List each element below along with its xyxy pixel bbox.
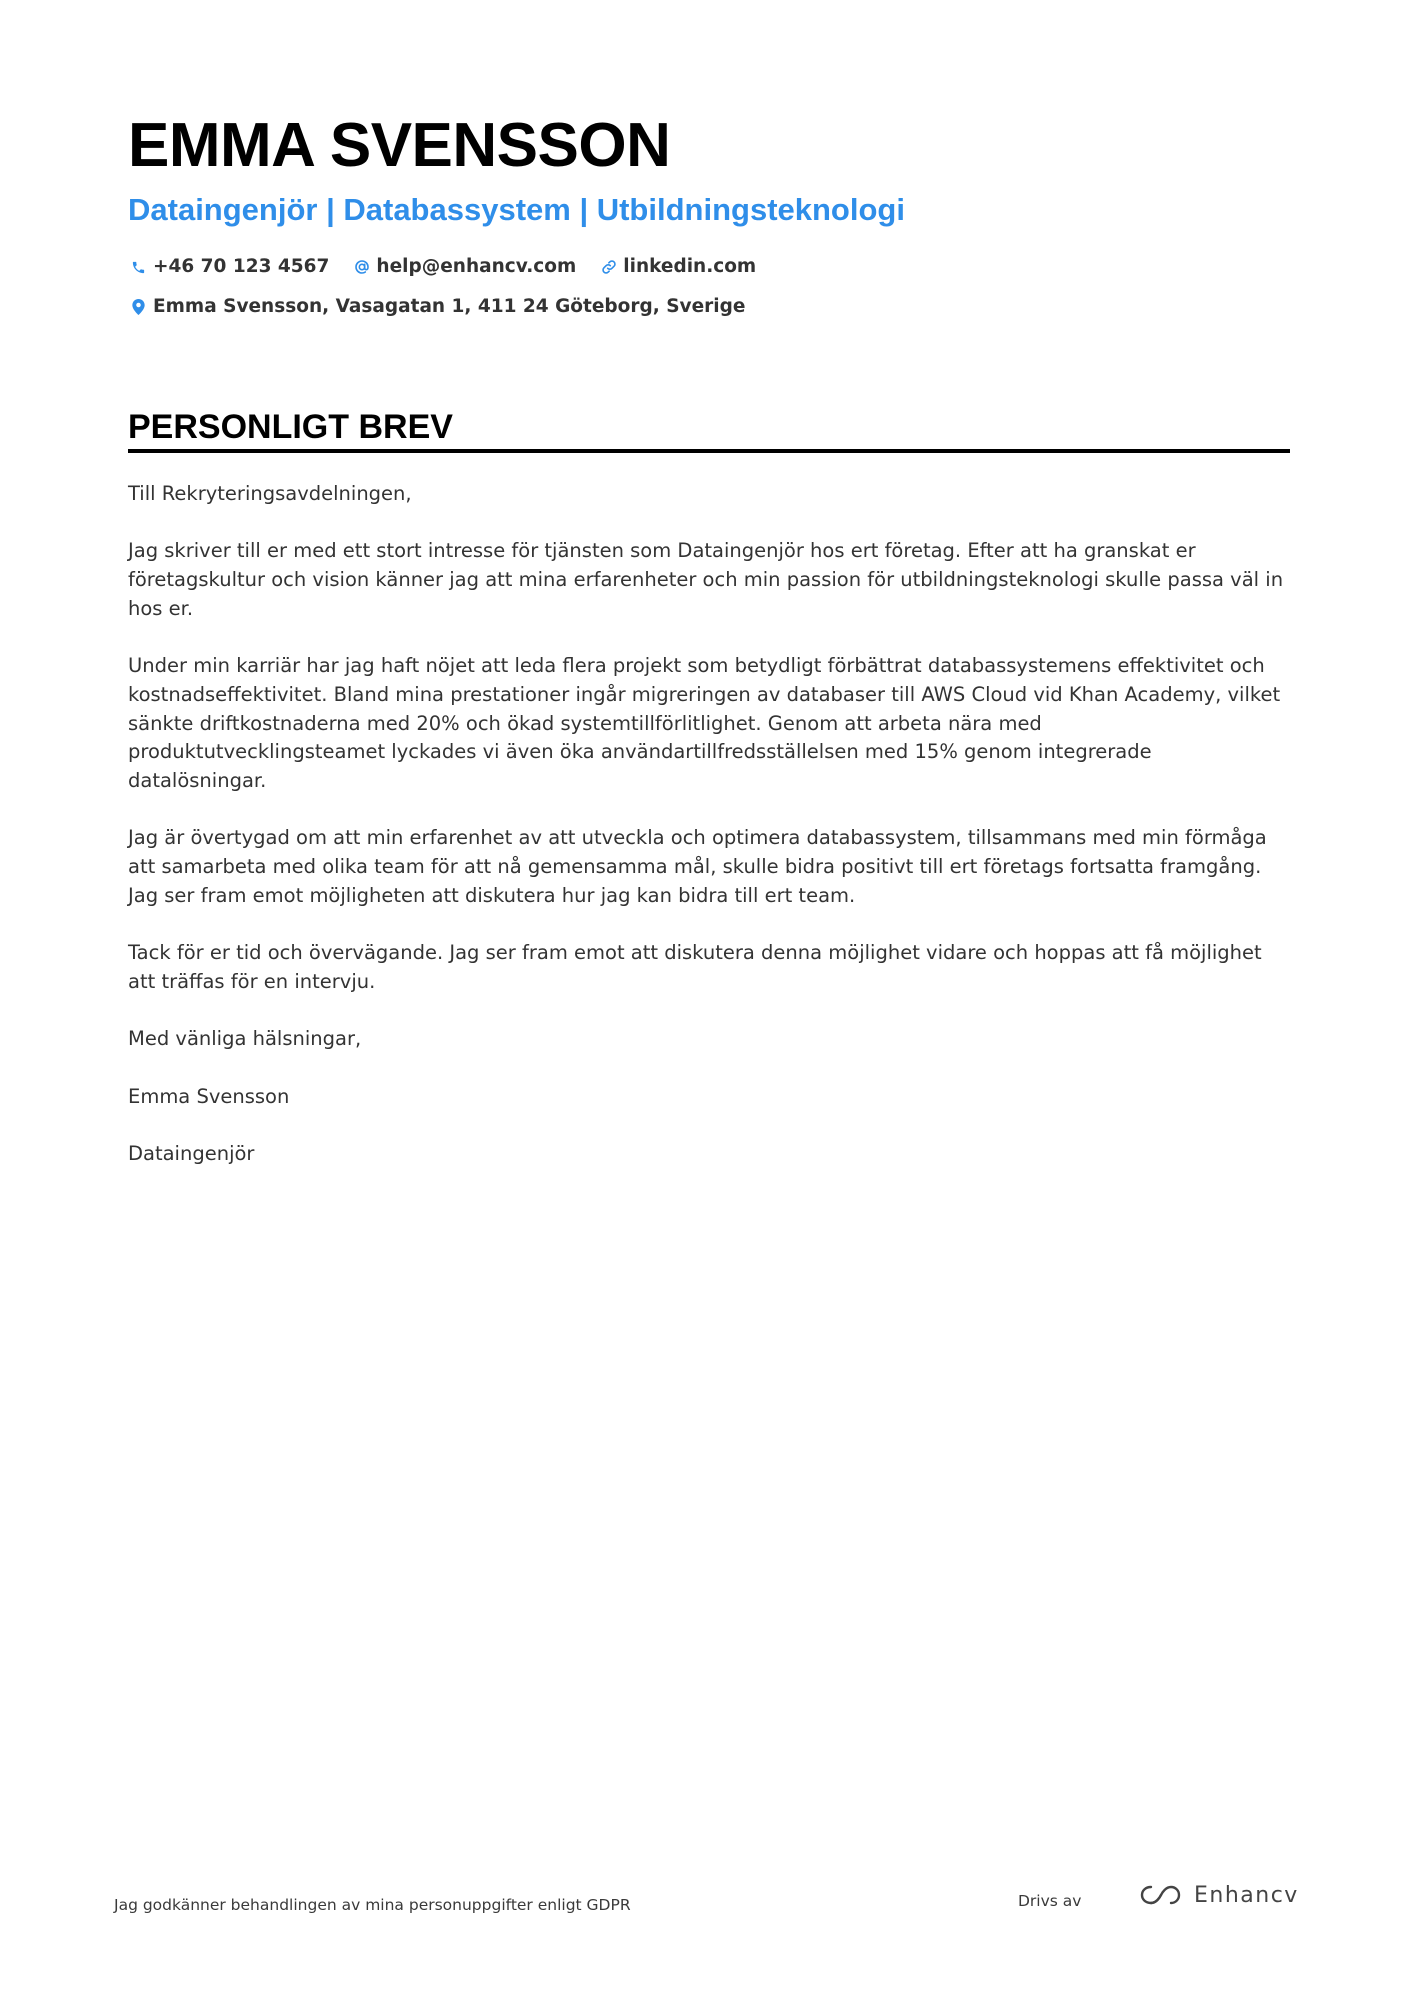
section-title: PERSONLIGT BREV [128, 408, 453, 446]
applicant-headline: Dataingenjör | Databassystem | Utbildningsteknologi [128, 192, 905, 227]
letter-signature-name: Emma Svensson [128, 1084, 290, 1108]
contact-address [128, 294, 745, 320]
letter-body [128, 480, 1290, 1197]
address-row [128, 294, 767, 320]
link-icon [600, 259, 617, 276]
enhancv-brand[interactable] [1138, 1882, 1299, 1908]
gdpr-consent-note: Jag godkänner behandlingen av mina personuppgifter enligt GDPR [114, 1896, 631, 1914]
phone-icon [130, 259, 147, 276]
letter-signature-title: Dataingenjör [128, 1142, 255, 1166]
letter-paragraph: Jag skriver till er med ett stort intresse för tjänsten som Dataingenjör hos ert företag. Efter att ha granskat er företagskultur och vision känner jag att mina erfarenheter och min passion för utbildningsteknologi skulle passa väl in hos er. [128, 539, 1284, 620]
letter-paragraph: Tack för er tid och övervägande. Jag ser fram emot att diskutera denna möjlighet vidare och hoppas att få möjlighet att träffas för en intervju. [128, 941, 1262, 993]
location-pin-icon [130, 299, 147, 316]
email-text: help@enhancv.com [376, 256, 577, 277]
linkedin-text: linkedin.com [623, 256, 757, 277]
contact-linkedin[interactable] [598, 254, 756, 280]
phone-text: +46 70 123 4567 [153, 256, 330, 277]
brand-name: Enhancv [1194, 1882, 1299, 1908]
letter-closing: Med vänliga hälsningar, [128, 1027, 362, 1051]
applicant-name: EMMA SVENSSON [128, 111, 671, 180]
letter-salutation: Till Rekryteringsavdelningen, [128, 482, 412, 505]
section-divider [128, 449, 1290, 453]
letter-paragraph: Jag är övertygad om att min erfarenhet av att utveckla och optimera databassystem, tillsammans med min förmåga att samarbeta med olika team för att nå gemensamma mål, skulle bidra positivt till ert företags fortsatta framgång. Jag ser fram emot möjligheten att diskutera hur jag kan bidra till ert team. [128, 826, 1267, 907]
contact-email[interactable] [351, 254, 576, 280]
powered-by-label: Drivs av [1018, 1892, 1082, 1910]
enhancv-logo-icon [1138, 1882, 1184, 1908]
address-text: Emma Svensson, Vasagatan 1, 411 24 Göteborg, Sverige [153, 296, 746, 317]
contact-row [128, 254, 778, 280]
at-icon [353, 259, 370, 276]
letter-paragraph: Under min karriär har jag haft nöjet att leda flera projekt som betydligt förbättrat databassystemens effektivitet och kostnadseffektivitet. Bland mina prestationer ingår migreringen av databaser till AWS Cloud vid Khan Academy, vilket sänkte driftkostnaderna med 20% och ökad systemtillförlitlighet. Genom att arbeta nära med produktutvecklingsteamet lyckades vi även öka användartillfredsställelsen med 15% genom integrerade datalösningar. [128, 654, 1281, 792]
contact-phone[interactable] [128, 254, 329, 280]
